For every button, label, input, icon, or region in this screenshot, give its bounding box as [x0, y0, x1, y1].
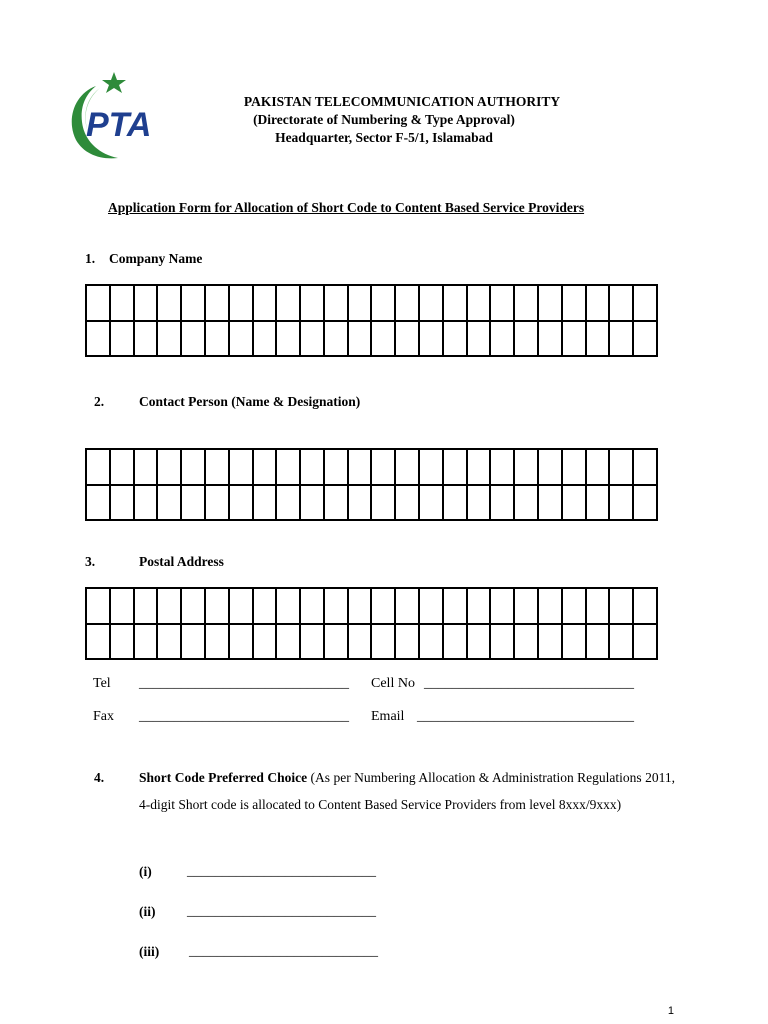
char-box[interactable] [325, 450, 349, 486]
char-box[interactable] [420, 625, 444, 661]
char-box[interactable] [491, 589, 515, 625]
char-box[interactable] [372, 322, 396, 358]
char-box[interactable] [301, 322, 325, 358]
char-box[interactable] [587, 625, 611, 661]
char-box[interactable] [254, 625, 278, 661]
char-box[interactable] [444, 486, 468, 522]
char-box[interactable] [301, 286, 325, 322]
char-box[interactable] [111, 486, 135, 522]
char-box[interactable] [349, 486, 373, 522]
cell-line[interactable]: ______________________________ [424, 676, 634, 691]
choice-3-label: (iii) [139, 944, 160, 959]
char-box[interactable] [444, 589, 468, 625]
section-1-label: Company Name [109, 251, 203, 266]
choice-1-line[interactable]: ___________________________ [187, 864, 376, 879]
char-box[interactable] [515, 450, 539, 486]
char-box[interactable] [491, 486, 515, 522]
char-box[interactable] [254, 322, 278, 358]
section-1-number: 1. [85, 251, 96, 266]
char-box[interactable] [634, 589, 658, 625]
char-box[interactable] [87, 486, 111, 522]
char-box[interactable] [634, 486, 658, 522]
char-box[interactable] [563, 322, 587, 358]
section-3-label: Postal Address [139, 554, 224, 569]
char-box[interactable] [420, 322, 444, 358]
char-box[interactable] [491, 286, 515, 322]
section-4-label: Short Code Preferred Choice [139, 770, 308, 785]
char-box[interactable] [158, 322, 182, 358]
char-box[interactable] [444, 625, 468, 661]
char-box[interactable] [111, 322, 135, 358]
char-box[interactable] [563, 589, 587, 625]
choice-2-line[interactable]: ___________________________ [187, 904, 376, 919]
char-box[interactable] [349, 450, 373, 486]
char-box[interactable] [610, 286, 634, 322]
char-box[interactable] [539, 322, 563, 358]
section-3-number: 3. [85, 554, 96, 569]
char-box[interactable] [372, 589, 396, 625]
char-box[interactable] [539, 286, 563, 322]
cell-label: Cell No [371, 676, 415, 691]
char-box[interactable] [515, 286, 539, 322]
char-box[interactable] [515, 625, 539, 661]
char-box[interactable] [277, 589, 301, 625]
char-box[interactable] [111, 286, 135, 322]
char-box[interactable] [634, 322, 658, 358]
section-2-number: 2. [94, 394, 105, 409]
char-box[interactable] [87, 625, 111, 661]
char-box[interactable] [515, 322, 539, 358]
fax-line[interactable]: ______________________________ [139, 709, 349, 724]
char-box[interactable] [587, 286, 611, 322]
char-box[interactable] [349, 322, 373, 358]
char-box[interactable] [158, 589, 182, 625]
char-box[interactable] [396, 486, 420, 522]
choice-3-line[interactable]: ___________________________ [189, 944, 378, 959]
char-box[interactable] [301, 486, 325, 522]
email-line[interactable]: _______________________________ [417, 709, 634, 724]
tel-label: Tel [93, 676, 111, 691]
char-box[interactable] [634, 286, 658, 322]
char-box[interactable] [230, 322, 254, 358]
char-box[interactable] [206, 322, 230, 358]
char-box[interactable] [420, 450, 444, 486]
char-box[interactable] [301, 589, 325, 625]
char-box[interactable] [468, 286, 492, 322]
char-box[interactable] [468, 486, 492, 522]
char-box[interactable] [610, 589, 634, 625]
char-box[interactable] [301, 450, 325, 486]
char-box[interactable] [444, 322, 468, 358]
fax-label: Fax [93, 709, 114, 724]
char-box[interactable] [563, 286, 587, 322]
char-box[interactable] [158, 625, 182, 661]
char-box[interactable] [277, 322, 301, 358]
char-box[interactable] [396, 450, 420, 486]
char-box[interactable] [491, 450, 515, 486]
char-box[interactable] [444, 450, 468, 486]
char-box[interactable] [587, 450, 611, 486]
char-box[interactable] [587, 322, 611, 358]
char-box[interactable] [182, 625, 206, 661]
choice-2-label: (ii) [139, 904, 156, 919]
char-box[interactable] [206, 450, 230, 486]
char-box[interactable] [87, 286, 111, 322]
char-box[interactable] [420, 589, 444, 625]
char-box[interactable] [135, 286, 159, 322]
star-icon [102, 72, 126, 93]
char-box[interactable] [111, 625, 135, 661]
char-box[interactable] [396, 286, 420, 322]
char-box[interactable] [254, 589, 278, 625]
char-box[interactable] [587, 589, 611, 625]
char-box[interactable] [206, 286, 230, 322]
char-box[interactable] [182, 589, 206, 625]
char-box[interactable] [396, 625, 420, 661]
char-box[interactable] [87, 322, 111, 358]
section-4-desc: (As per Numbering Allocation & Administration Regulations 2011, 4-digit Short code is allocated to Content Based Service Providers from level 8xxx/9xxx) [139, 770, 675, 812]
char-box[interactable] [206, 589, 230, 625]
char-box[interactable] [230, 286, 254, 322]
char-box[interactable] [610, 450, 634, 486]
char-box[interactable] [372, 625, 396, 661]
char-box[interactable] [491, 322, 515, 358]
char-box[interactable] [277, 625, 301, 661]
char-box[interactable] [539, 486, 563, 522]
char-box[interactable] [634, 450, 658, 486]
char-box[interactable] [325, 322, 349, 358]
logo-text: PTA [86, 106, 152, 144]
section-2-label: Contact Person (Name & Designation) [139, 394, 361, 409]
email-label: Email [371, 709, 405, 724]
char-box[interactable] [254, 486, 278, 522]
char-box[interactable] [158, 486, 182, 522]
char-box[interactable] [182, 486, 206, 522]
char-box[interactable] [277, 486, 301, 522]
char-box[interactable] [230, 625, 254, 661]
char-box[interactable] [182, 450, 206, 486]
char-box[interactable] [158, 286, 182, 322]
char-box[interactable] [563, 450, 587, 486]
char-box[interactable] [277, 286, 301, 322]
char-box[interactable] [111, 589, 135, 625]
form-title: Application Form for Allocation of Short Code to Content Based Service Providers [108, 200, 585, 215]
char-box[interactable] [610, 625, 634, 661]
char-box[interactable] [349, 589, 373, 625]
char-box[interactable] [515, 486, 539, 522]
char-box[interactable] [254, 286, 278, 322]
char-box[interactable] [420, 286, 444, 322]
char-box[interactable] [349, 625, 373, 661]
section-4-number: 4. [94, 770, 105, 785]
tel-line[interactable]: ______________________________ [139, 676, 349, 691]
company-name-grid[interactable] [85, 284, 658, 357]
char-box[interactable] [444, 286, 468, 322]
char-box[interactable] [396, 322, 420, 358]
char-box[interactable] [277, 450, 301, 486]
char-box[interactable] [420, 486, 444, 522]
char-box[interactable] [372, 486, 396, 522]
choice-1-label: (i) [139, 864, 152, 879]
char-box[interactable] [539, 450, 563, 486]
char-box[interactable] [87, 450, 111, 486]
char-box[interactable] [182, 322, 206, 358]
char-box[interactable] [135, 625, 159, 661]
char-box[interactable] [135, 486, 159, 522]
char-box[interactable] [468, 322, 492, 358]
char-box[interactable] [254, 450, 278, 486]
address: Headquarter, Sector F-5/1, Islamabad [275, 130, 493, 145]
char-box[interactable] [563, 486, 587, 522]
contact-person-grid[interactable] [85, 448, 658, 521]
char-box[interactable] [468, 589, 492, 625]
char-box[interactable] [206, 486, 230, 522]
char-box[interactable] [182, 286, 206, 322]
char-box[interactable] [587, 486, 611, 522]
char-box[interactable] [135, 450, 159, 486]
char-box[interactable] [610, 322, 634, 358]
char-box[interactable] [349, 286, 373, 322]
char-box[interactable] [539, 625, 563, 661]
page-number: 1 [667, 1005, 674, 1017]
char-box[interactable] [515, 589, 539, 625]
char-box[interactable] [230, 486, 254, 522]
directorate: (Directorate of Numbering & Type Approval) [253, 112, 515, 127]
char-box[interactable] [610, 486, 634, 522]
char-box[interactable] [301, 625, 325, 661]
char-box[interactable] [468, 625, 492, 661]
char-box[interactable] [87, 589, 111, 625]
char-box[interactable] [206, 625, 230, 661]
char-box[interactable] [325, 486, 349, 522]
char-box[interactable] [158, 450, 182, 486]
char-box[interactable] [325, 625, 349, 661]
char-box[interactable] [230, 589, 254, 625]
char-box[interactable] [230, 450, 254, 486]
section-4-text [139, 765, 675, 818]
char-box[interactable] [372, 450, 396, 486]
char-box[interactable] [135, 322, 159, 358]
char-box[interactable] [539, 589, 563, 625]
char-box[interactable] [634, 625, 658, 661]
char-box[interactable] [325, 286, 349, 322]
postal-address-grid[interactable] [85, 587, 658, 660]
char-box[interactable] [396, 589, 420, 625]
char-box[interactable] [372, 286, 396, 322]
char-box[interactable] [491, 625, 515, 661]
char-box[interactable] [325, 589, 349, 625]
char-box[interactable] [111, 450, 135, 486]
char-box[interactable] [563, 625, 587, 661]
char-box[interactable] [135, 589, 159, 625]
char-box[interactable] [468, 450, 492, 486]
org-name: PAKISTAN TELECOMMUNICATION AUTHORITY [243, 94, 561, 109]
